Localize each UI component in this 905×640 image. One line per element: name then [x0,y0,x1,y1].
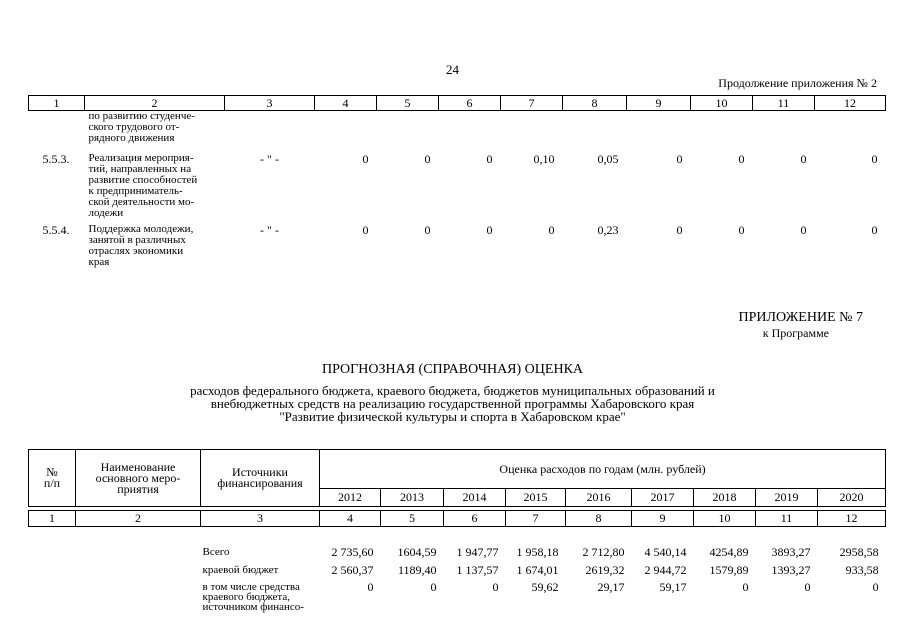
value-cell: 3893,27 [771,544,811,559]
program-table-continued [28,95,886,273]
value-cell: 2 944,72 [644,562,687,577]
document-title: ПРОГНОЗНАЯ (СПРАВОЧНАЯ) ОЦЕНКА [321,362,584,377]
value-cell: 2619,32 [585,562,625,577]
measure-name: по развитию студенче- ского трудового от- рядного движения [88,110,195,144]
value-cell: 0,05 [597,152,619,166]
value-cell: 0 [492,579,499,594]
col-number: 7 [506,511,566,527]
value-cell: 0 [362,152,369,166]
measure-name: Поддержка молодежи, занятой в различных отраслях экономики края [88,223,194,268]
value-cell: 4254,89 [709,544,749,559]
value-cell: 0 [548,223,555,237]
col-number: 10 [694,511,756,527]
value-cell: 59,62 [531,579,559,594]
year-header: 2018 [694,489,756,507]
funding-source: Всего [202,545,230,558]
year-header: 2015 [506,489,566,507]
value-cell: 29,17 [597,579,625,594]
value-cell: 0 [367,579,374,594]
value-cell: 0 [424,152,431,166]
table-row [29,153,886,224]
executor: - " - [260,223,279,237]
header-number: № п/п [29,450,76,507]
table-row [29,545,886,559]
col-number: 6 [439,96,501,111]
value-cell: 59,17 [659,579,687,594]
value-cell: 0 [742,579,749,594]
col-number: 2 [85,96,225,111]
value-cell: 0 [424,223,431,237]
header-measure-name: Наименование основного меро- приятия [76,450,201,507]
value-cell: 0 [738,152,745,166]
col-number: 3 [225,96,315,111]
table-row [29,580,886,612]
value-cell: 1 958,18 [516,544,559,559]
appendix-subtitle: к Программе [762,326,829,340]
col-number: 1 [29,96,85,111]
column-numbers-row [29,96,886,111]
table-row [29,224,886,273]
year-header: 2020 [818,489,886,507]
year-header: 2013 [381,489,444,507]
col-number: 4 [315,96,377,111]
funding-source: в том числе средства краевого бюджета, источником финансо- [202,580,304,613]
col-number: 11 [753,96,815,111]
row-index: 5.5.4. [42,223,70,237]
table-row [29,563,886,577]
value-cell: 2 560,37 [331,562,374,577]
col-number: 5 [381,511,444,527]
value-cell: 4 540,14 [644,544,687,559]
value-cell: 2 712,80 [582,544,625,559]
value-cell: 1 674,01 [516,562,559,577]
value-cell: 0 [362,223,369,237]
value-cell: 2 735,60 [331,544,374,559]
col-number: 9 [627,96,691,111]
value-cell: 0 [676,223,683,237]
value-cell: 1 947,77 [456,544,499,559]
col-number: 2 [76,511,201,527]
column-numbers-row [29,511,886,527]
year-header: 2019 [756,489,818,507]
value-cell: 0 [871,223,878,237]
value-cell: 2958,58 [839,544,879,559]
value-cell: 0 [804,579,811,594]
col-number: 8 [563,96,627,111]
col-number: 3 [201,511,320,527]
col-number: 12 [815,96,886,111]
value-cell: 933,58 [845,562,879,577]
funding-source: краевой бюджет [202,563,279,576]
value-cell: 1604,59 [397,544,437,559]
year-header: 2016 [566,489,632,507]
value-cell: 1189,40 [397,562,437,577]
header-funding-source: Источники финансирования [201,450,320,507]
value-cell: 0 [800,152,807,166]
continuation-note: Продолжение приложения № 2 [718,76,877,90]
col-number: 8 [566,511,632,527]
col-number: 1 [29,511,76,527]
page-number: 24 [446,62,459,77]
year-header: 2017 [632,489,694,507]
year-header: 2012 [320,489,381,507]
value-cell: 0 [800,223,807,237]
forecast-table [28,449,886,612]
col-number: 7 [501,96,563,111]
col-number: 11 [756,511,818,527]
value-cell: 1 137,57 [456,562,499,577]
value-cell: 0 [430,579,437,594]
col-number: 10 [691,96,753,111]
value-cell: 0 [676,152,683,166]
executor: - " - [260,152,279,166]
value-cell: 1579,89 [709,562,749,577]
col-number: 12 [818,511,886,527]
col-number: 4 [320,511,381,527]
col-number: 9 [632,511,694,527]
value-cell: 0 [486,152,493,166]
value-cell: 0 [872,579,879,594]
header-estimate: Оценка расходов по годам (млн. рублей) [320,450,886,489]
measure-name: Реализация мероприя- тий, направленных на развитие способностей к предприниматель- ской деятельности мо- лодежи [88,152,198,219]
value-cell: 0 [738,223,745,237]
value-cell: 1393,27 [771,562,811,577]
col-number: 5 [377,96,439,111]
value-cell: 0 [486,223,493,237]
appendix-title: ПРИЛОЖЕНИЕ № 7 [738,310,863,325]
value-cell: 0,23 [597,223,619,237]
col-number: 6 [444,511,506,527]
table-row-fragment [29,111,886,154]
value-cell: 0 [871,152,878,166]
document-subtitle: расходов федерального бюджета, краевого бюджета, бюджетов муниципальных образований и внебюджетных средств на реализацию государственной программы Хабаровского края "Развитие физической культуры и спорта в Хабаровском крае" [190,383,715,424]
value-cell: 0,10 [533,152,555,166]
year-header: 2014 [444,489,506,507]
row-index: 5.5.3. [42,152,70,166]
header-row [29,450,886,489]
